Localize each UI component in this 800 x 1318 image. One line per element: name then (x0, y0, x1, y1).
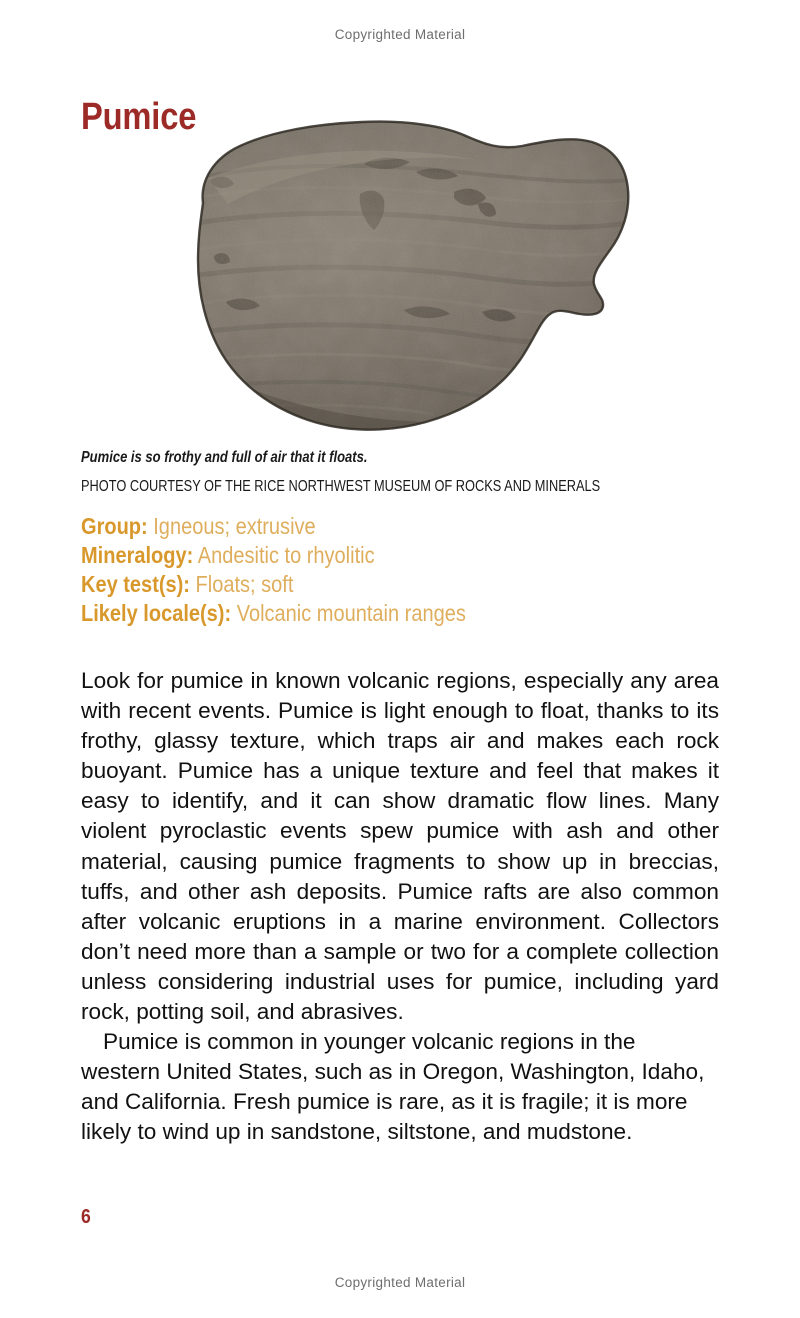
property-label-key-tests: Key test(s): (81, 571, 190, 597)
properties-list (81, 512, 721, 628)
pumice-specimen-photo (148, 108, 648, 440)
page-title: Pumice (81, 96, 197, 139)
property-label-group: Group: (81, 513, 148, 539)
property-value-group: Igneous; extrusive (153, 513, 316, 539)
figure-caption: Pumice is so frothy and full of air that it floats. (81, 449, 368, 466)
property-row-group (81, 512, 638, 541)
copyright-watermark-bottom: Copyrighted Material (334, 1275, 466, 1290)
figure-credit: PHOTO COURTESY OF THE RICE NORTHWEST MUSEUM OF ROCKS AND MINERALS (81, 478, 601, 495)
property-label-likely-locales: Likely locale(s): (81, 600, 232, 626)
property-value-mineralogy: Andesitic to rhyolitic (197, 542, 375, 568)
page-number: 6 (81, 1206, 91, 1228)
property-label-mineralogy: Mineralogy: (81, 542, 194, 568)
property-value-likely-locales: Volcanic mountain ranges (236, 600, 466, 626)
property-value-key-tests: Floats; soft (195, 571, 294, 597)
property-row-likely-locales (81, 599, 638, 628)
property-row-mineralogy (81, 541, 638, 570)
body-paragraph-2: Pumice is common in younger volcanic regions in the western United States, such as in Oregon, Washington, Idaho, and California. Fresh pumice is rare, as it is fragile; it is more likely to wind up in sandstone, siltstone, and mudstone. (81, 1029, 705, 1145)
copyright-watermark-top: Copyrighted Material (334, 27, 466, 42)
body-text (81, 666, 719, 1148)
property-row-key-tests (81, 570, 638, 599)
body-paragraph-1: Look for pumice in known volcanic regions, especially any area with recent events. Pumice is light enough to float, thanks to its frothy, glassy texture, which traps air and makes each rock buoyant. Pumice has a unique texture and feel that makes it easy to identify, and it can show dramatic flow lines. Many violent pyroclastic events spew pumice with ash and other material, causing pumice fragments to show up in breccias, tuffs, and other ash deposits. Pumice rafts are also common after volcanic eruptions in a marine environment. Collectors don’t need more than a sample or two for a complete collection unless considering industrial uses for pumice, including yard rock, potting soil, and abrasives. (81, 668, 719, 1025)
